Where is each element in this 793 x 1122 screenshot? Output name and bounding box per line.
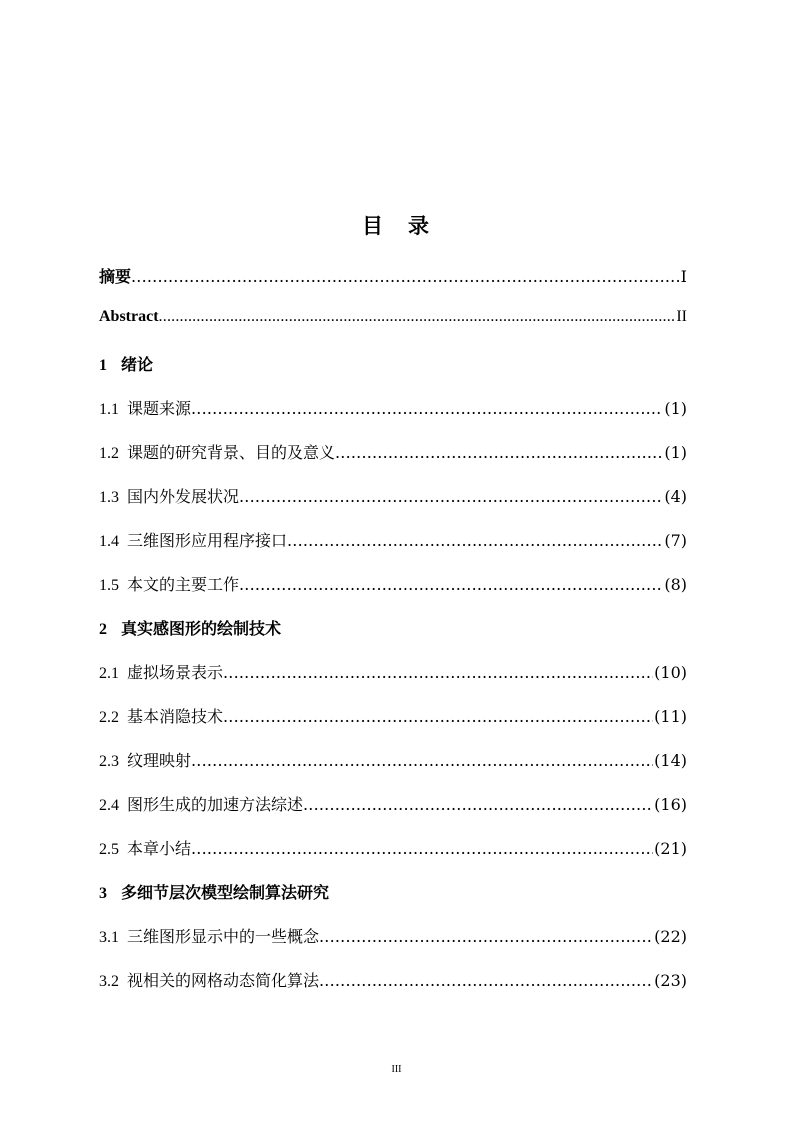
section-title: 三维图形应用程序接口	[127, 531, 288, 550]
toc-section-1-4[interactable]	[99, 528, 687, 572]
dot-leader	[239, 575, 663, 594]
section-title: 虚拟场景表示	[127, 663, 224, 682]
section-number: 2.1	[99, 665, 119, 682]
section-title: 纹理映射	[127, 751, 192, 770]
dot-leader	[319, 971, 653, 990]
section-title: 国内外发展状况	[127, 487, 240, 506]
toc-entry-abstract-cn[interactable]	[99, 264, 687, 308]
toc-chapter-2[interactable]	[99, 616, 687, 660]
toc-section-2-1[interactable]	[99, 660, 687, 704]
toc-section-2-3[interactable]	[99, 748, 687, 792]
chapter-number: 2	[99, 621, 107, 638]
section-number: 1.2	[99, 445, 119, 462]
dot-leader	[191, 399, 663, 418]
toc-section-2-2[interactable]	[99, 704, 687, 748]
section-page: (1)	[664, 443, 687, 462]
dot-leader	[191, 839, 653, 858]
toc-entry-page: I	[680, 267, 687, 286]
dot-leader	[131, 267, 680, 286]
section-page: (4)	[664, 487, 687, 506]
dot-leader	[335, 443, 663, 462]
dot-leader	[223, 707, 653, 726]
table-of-contents	[99, 264, 687, 1012]
section-title: 课题的研究背景、目的及意义	[127, 443, 336, 462]
chapter-number: 1	[99, 357, 107, 374]
toc-entry-label: Abstract	[99, 308, 159, 325]
section-title: 视相关的网格动态简化算法	[127, 971, 320, 990]
section-title: 三维图形显示中的一些概念	[127, 927, 320, 946]
section-title: 基本消隐技术	[127, 707, 224, 726]
section-page: (16)	[654, 795, 687, 814]
toc-entry-abstract-en[interactable]	[99, 308, 687, 352]
section-page: (21)	[654, 839, 687, 858]
toc-section-1-3[interactable]	[99, 484, 687, 528]
section-number: 2.5	[99, 841, 119, 858]
toc-entry-page: II	[676, 308, 687, 325]
dot-leader	[239, 487, 663, 506]
toc-section-2-5[interactable]	[99, 836, 687, 880]
section-number: 2.3	[99, 753, 119, 770]
chapter-title: 绪论	[121, 355, 154, 374]
toc-section-1-1[interactable]	[99, 396, 687, 440]
chapter-number: 3	[99, 885, 107, 902]
dot-leader	[319, 927, 653, 946]
section-page: (10)	[654, 663, 687, 682]
toc-chapter-1[interactable]	[99, 352, 687, 396]
toc-title: 目 录	[362, 214, 431, 238]
section-page: (1)	[664, 399, 687, 418]
section-number: 1.4	[99, 533, 119, 550]
section-title: 图形生成的加速方法综述	[127, 795, 304, 814]
section-page: (8)	[664, 575, 687, 594]
section-page: (7)	[664, 531, 687, 550]
section-page: (23)	[654, 971, 687, 990]
toc-section-1-5[interactable]	[99, 572, 687, 616]
section-number: 1.3	[99, 489, 119, 506]
dot-leader	[159, 308, 676, 326]
dot-leader	[303, 795, 653, 814]
section-number: 2.2	[99, 709, 119, 726]
section-title: 本章小结	[127, 839, 192, 858]
dot-leader	[191, 751, 653, 770]
toc-chapter-3[interactable]	[99, 880, 687, 924]
section-number: 3.1	[99, 929, 119, 946]
toc-section-3-1[interactable]	[99, 924, 687, 968]
section-number: 1.1	[99, 401, 119, 418]
toc-entry-label: 摘要	[99, 267, 132, 286]
page-number: III	[391, 1064, 402, 1075]
section-title: 课题来源	[127, 399, 192, 418]
section-page: (22)	[654, 927, 687, 946]
dot-leader	[287, 531, 663, 550]
section-number: 2.4	[99, 797, 119, 814]
dot-leader	[223, 663, 653, 682]
toc-section-3-2[interactable]	[99, 968, 687, 1012]
chapter-title: 真实感图形的绘制技术	[121, 619, 282, 638]
section-page: (14)	[654, 751, 687, 770]
section-number: 3.2	[99, 973, 119, 990]
toc-section-2-4[interactable]	[99, 792, 687, 836]
section-title: 本文的主要工作	[127, 575, 240, 594]
chapter-title: 多细节层次模型绘制算法研究	[121, 883, 330, 902]
toc-section-1-2[interactable]	[99, 440, 687, 484]
section-number: 1.5	[99, 577, 119, 594]
section-page: (11)	[654, 707, 687, 726]
